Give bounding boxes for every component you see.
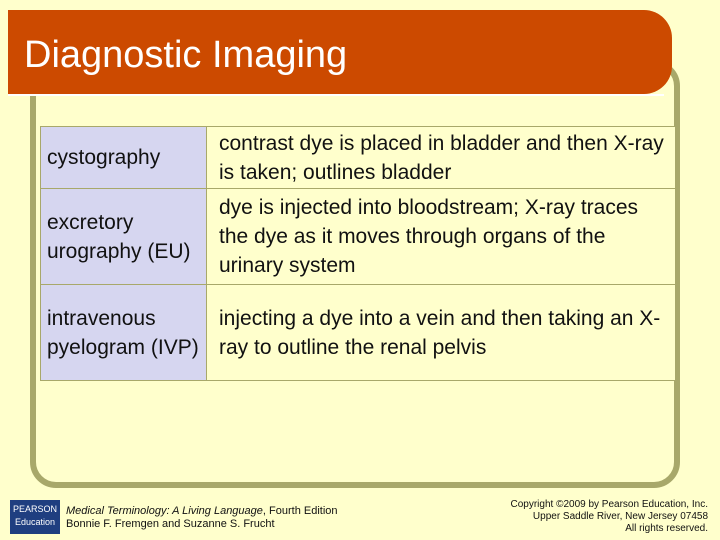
copyright (511, 499, 709, 535)
logo-line1: PEARSON (12, 504, 57, 514)
citation (66, 505, 338, 531)
book-authors: Bonnie F. Fremgen and Suzanne S. Frucht (66, 518, 275, 530)
pearson-logo (10, 500, 60, 534)
terms-table (40, 126, 676, 381)
term-cell: excretory urography (EU) (41, 189, 207, 285)
logo-line2: Education (14, 517, 56, 527)
table-row (41, 285, 676, 381)
term-cell: intravenous pyelogram (IVP) (41, 285, 207, 381)
title-underline (8, 94, 664, 96)
copyright-line3: All rights reserved. (625, 523, 708, 534)
copyright-line2: Upper Saddle River, New Jersey 07458 (532, 511, 708, 522)
copyright-line1: Copyright ©2009 by Pearson Education, Inc. (510, 499, 708, 510)
book-title: Medical Terminology: A Living Language (66, 505, 263, 517)
term-cell: cystography (41, 127, 207, 189)
table-row (41, 127, 676, 189)
definition-cell: injecting a dye into a vein and then taking an X-ray to outline the renal pelvis (207, 285, 676, 381)
definition-cell: dye is injected into bloodstream; X-ray traces the dye as it moves through organs of the urinary system (207, 189, 676, 285)
table-row (41, 189, 676, 285)
book-edition: , Fourth Edition (262, 505, 338, 517)
definition-cell: contrast dye is placed in bladder and then X-ray is taken; outlines bladder (207, 127, 676, 189)
slide-title: Diagnostic Imaging (24, 34, 348, 76)
